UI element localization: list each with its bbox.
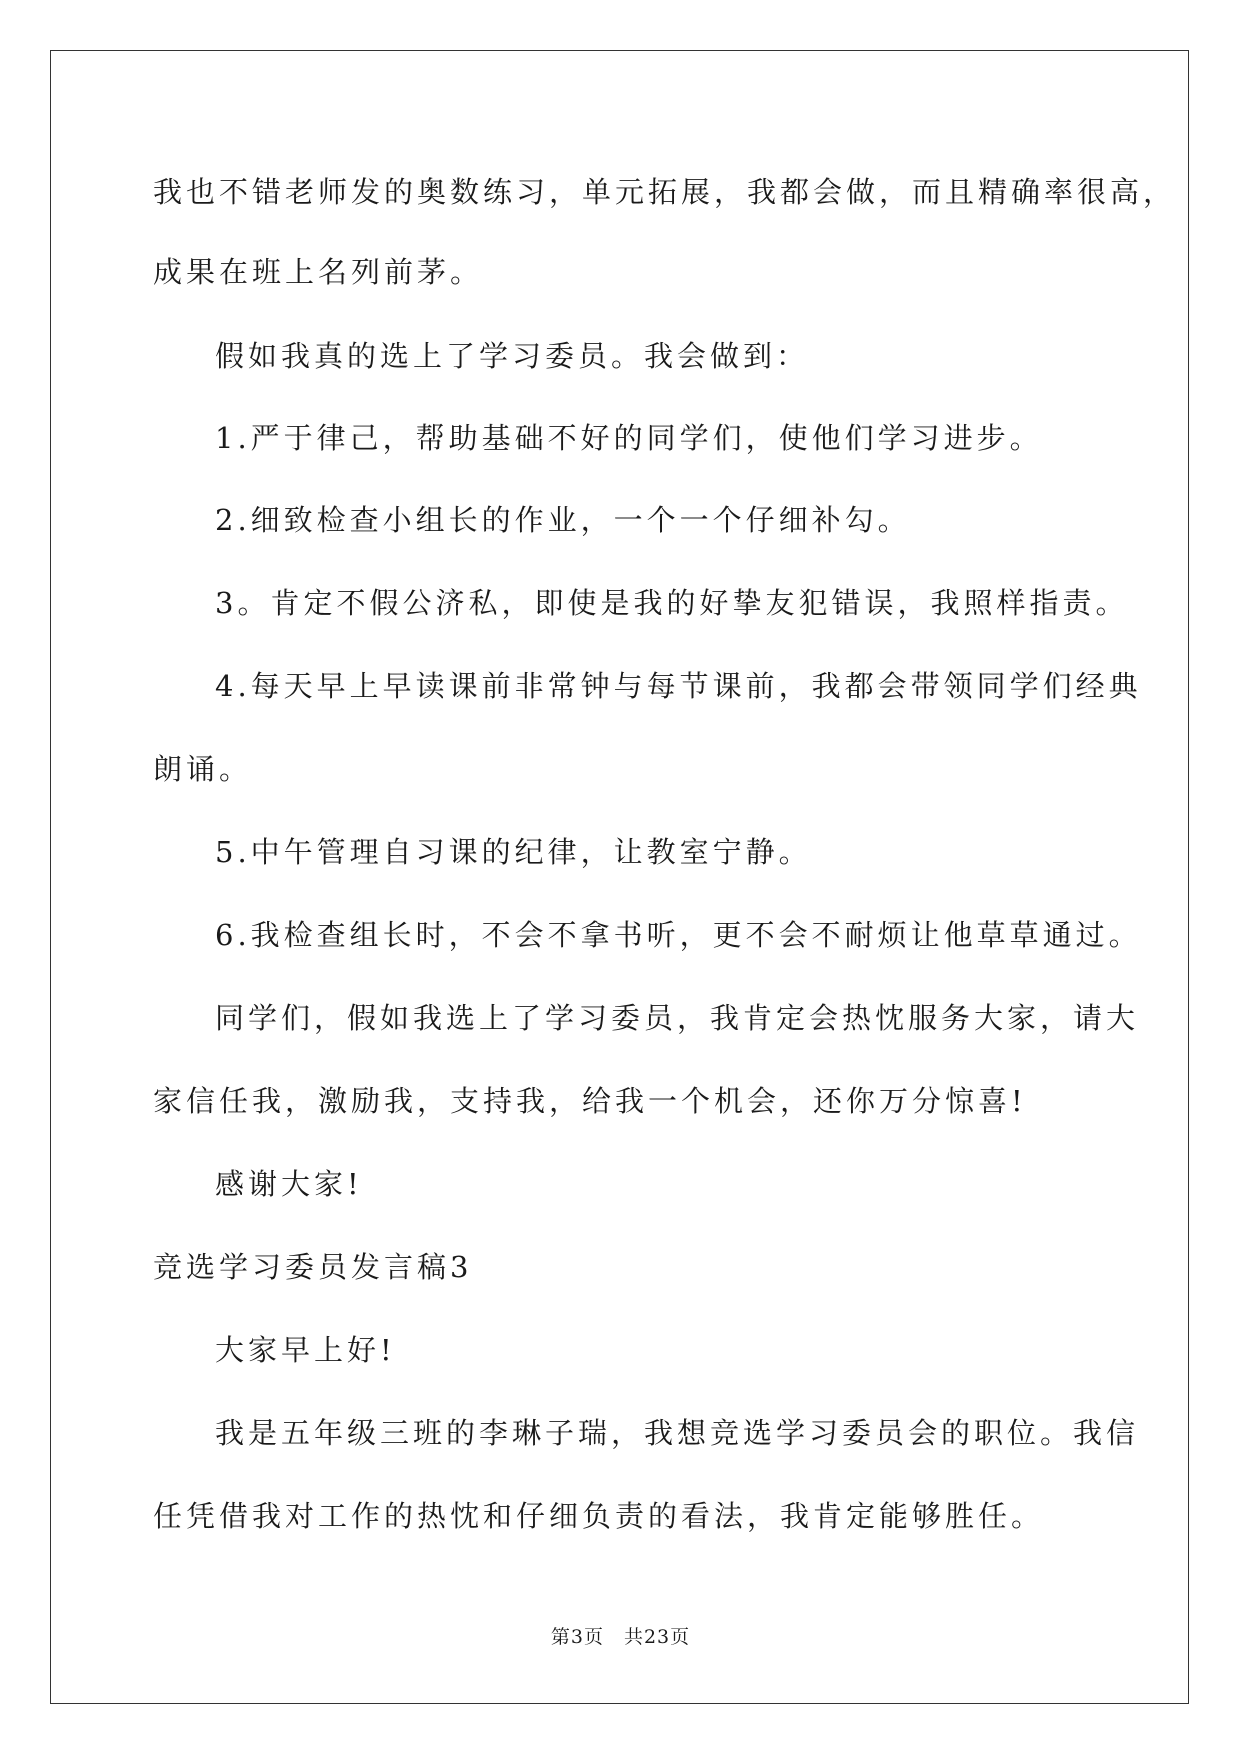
paragraph-line: 成果在班上名列前茅。 — [153, 255, 484, 289]
section-heading: 竞选学习委员发言稿3 — [153, 1250, 473, 1284]
list-item: 2.细致检查小组长的作业，一个一个仔细补勾。 — [215, 503, 911, 537]
paragraph-line: 任凭借我对工作的热忱和仔细负责的看法，我肯定能够胜任。 — [153, 1499, 1045, 1533]
page-number: 第3页 共23页 — [550, 1626, 691, 1648]
paragraph-line: 同学们，假如我选上了学习委员，我肯定会热忱服务大家，请大 — [215, 1001, 1140, 1035]
list-item: 1.严于律己，帮助基础不好的同学们，使他们学习进步。 — [215, 421, 1043, 455]
paragraph-line: 感谢大家! — [215, 1167, 363, 1201]
list-item: 6.我检查组长时，不会不拿书听，更不会不耐烦让他草草通过。 — [215, 918, 1142, 952]
page-border — [50, 50, 1189, 1704]
list-item: 3。肯定不假公济私，即使是我的好挚友犯错误，我照样指责。 — [215, 586, 1129, 620]
paragraph-line: 我也不错老师发的奥数练习，单元拓展，我都会做，而且精确率很高， — [153, 175, 1177, 209]
paragraph-line: 我是五年级三班的李琳子瑞，我想竞选学习委员会的职位。我信 — [215, 1416, 1140, 1450]
paragraph-line: 朗诵。 — [153, 752, 253, 786]
paragraph-line: 家信任我，激励我，支持我，给我一个机会，还你万分惊喜! — [153, 1084, 1027, 1118]
list-item: 4.每天早上早读课前非常钟与每节课前，我都会带领同学们经典 — [215, 669, 1142, 703]
paragraph-line: 假如我真的选上了学习委员。我会做到： — [215, 339, 810, 373]
greeting-line: 大家早上好! — [215, 1333, 396, 1367]
list-item: 5.中午管理自习课的纪律，让教室宁静。 — [215, 835, 812, 869]
